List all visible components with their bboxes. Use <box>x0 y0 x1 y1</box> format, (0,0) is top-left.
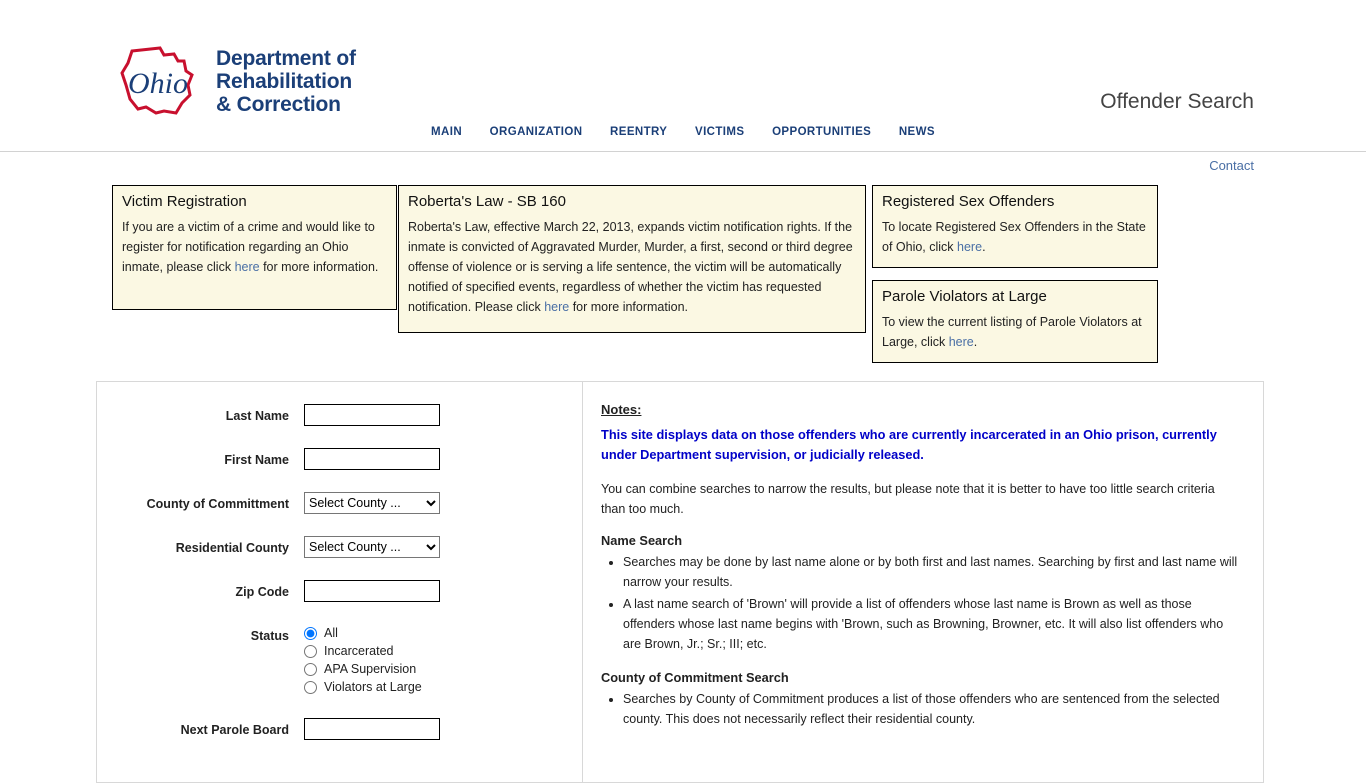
zip-code-label: Zip Code <box>235 585 289 599</box>
form-row-last-name <box>97 404 582 428</box>
status-radio-group <box>304 624 422 698</box>
residential-county-label: Residential County <box>175 541 289 555</box>
first-name-input[interactable] <box>304 448 440 470</box>
notes-title: Notes: <box>601 402 642 417</box>
form-row-first-name <box>97 448 582 472</box>
notice-roberta-text-before: Roberta's Law, effective March 22, 2013, expands victim notification rights. If the inmate is convicted of Aggravated Murder, Murder, a first, second or third degree offense of violence or is serving a life sentence, the victim will be automatically notified of specified events, regardless of whether the victim has requested notification. Please click <box>408 220 853 314</box>
status-option-incarcerated[interactable] <box>304 644 422 658</box>
form-row-status <box>97 624 582 698</box>
list-item: • Searches may be done by last name alone or by both first and last names. Searching by first and last name will narrow your results. <box>623 552 1241 592</box>
notes-county-search-list <box>601 689 1241 729</box>
status-label-all[interactable]: All <box>324 626 338 640</box>
status-option-violators[interactable] <box>304 680 422 694</box>
nav-item-opportunities[interactable]: OPPORTUNITIES <box>772 126 872 138</box>
nav-item-victims[interactable]: VICTIMS <box>695 126 745 138</box>
agency-name-line3: & Correction <box>216 92 341 116</box>
status-label-incarcerated[interactable]: Incarcerated <box>324 644 394 658</box>
agency-name-line1: Department of <box>216 46 356 70</box>
nav-item-organization[interactable]: ORGANIZATION <box>489 126 583 138</box>
notice-sex-link[interactable]: here <box>957 240 983 254</box>
notice-sex-title: Registered Sex Offenders <box>882 193 1055 210</box>
form-row-zip-code <box>97 580 582 604</box>
county-commitment-label: County of Committment <box>146 497 289 511</box>
notice-victim-text <box>122 217 387 277</box>
notice-victim-text-before: If you are a victim of a crime and would like to register for notification regarding an Ohio inmate, please click <box>122 220 375 274</box>
contact-row <box>0 152 1366 173</box>
last-name-label: Last Name <box>225 409 289 423</box>
list-item: • Searches by County of Commitment produces a list of those offenders who are sentenced from the selected county. This does not necessarily reflect their residential county. <box>623 689 1241 729</box>
notes-name-search-heading: Name Search <box>601 533 683 548</box>
status-radio-incarcerated[interactable] <box>304 645 317 658</box>
agency-logo[interactable] <box>112 45 356 117</box>
status-label-apa[interactable]: APA Supervision <box>324 662 417 676</box>
site-header <box>0 0 1366 118</box>
notice-parole-link[interactable]: here <box>948 335 974 349</box>
notice-parole-violators <box>872 280 1158 363</box>
notice-parole-title: Parole Violators at Large <box>882 288 1047 305</box>
status-option-apa[interactable] <box>304 662 422 676</box>
next-parole-board-input[interactable] <box>304 718 440 740</box>
ohio-outline-icon <box>112 45 204 117</box>
county-commitment-select[interactable] <box>304 492 440 514</box>
notice-roberta-text <box>408 217 856 317</box>
nav-item-main[interactable]: MAIN <box>431 126 463 138</box>
agency-name <box>216 47 356 116</box>
status-radio-all[interactable] <box>304 627 317 640</box>
notice-sex-text-after: . <box>982 240 986 254</box>
notice-registered-sex-offenders <box>872 185 1158 268</box>
nav-item-news[interactable]: NEWS <box>898 126 935 138</box>
notes-highlight: This site displays data on those offenders who are currently incarcerated in an Ohio prison, currently under Department supervision, or judicially released. <box>601 427 1217 462</box>
notice-robertas-law <box>398 185 866 333</box>
first-name-label: First Name <box>224 453 289 467</box>
notice-parole-text-before: To view the current listing of Parole Violators at Large, click <box>882 315 1142 349</box>
form-row-county-commitment <box>97 492 582 516</box>
status-radio-apa[interactable] <box>304 663 317 676</box>
notice-roberta-link[interactable]: here <box>544 300 570 314</box>
notes-intro: You can combine searches to narrow the results, but please note that it is better to have too little search criteria than too much. <box>601 482 1215 516</box>
next-parole-board-label: Next Parole Board <box>180 723 289 737</box>
notice-victim-registration <box>112 185 397 310</box>
notice-roberta-title: Roberta's Law - SB 160 <box>408 193 566 210</box>
notice-victim-text-after: for more information. <box>259 260 379 274</box>
form-row-next-parole-board <box>97 718 582 742</box>
agency-name-line2: Rehabilitation <box>216 69 353 93</box>
last-name-input[interactable] <box>304 404 440 426</box>
nav-item-reentry[interactable]: REENTRY <box>610 126 668 138</box>
status-radio-violators[interactable] <box>304 681 317 694</box>
list-item: • A last name search of 'Brown' will provide a list of offenders whose last name is Brown as well as those offenders whose last name begins with 'Brown, such as Browning, Browner, etc. It will also list offenders who are Brown, Jr.; Sr.; III; etc. <box>623 594 1241 654</box>
notes-county-search-heading: County of Commitment Search <box>601 670 789 685</box>
status-label-violators[interactable]: Violators at Large <box>324 680 422 694</box>
svg-text:Ohio: Ohio <box>128 67 188 100</box>
notice-sex-text <box>882 217 1148 257</box>
form-row-residential-county <box>97 536 582 560</box>
notes-name-search-list <box>601 552 1241 654</box>
notice-sex-text-before: To locate Registered Sex Offenders in the State of Ohio, click <box>882 220 1146 254</box>
contact-link[interactable]: Contact <box>1209 158 1254 173</box>
search-form <box>97 382 583 782</box>
page-title: Offender Search <box>1100 90 1254 113</box>
status-label: Status <box>250 629 289 643</box>
zip-code-input[interactable] <box>304 580 440 602</box>
notes-section <box>583 382 1263 782</box>
main-navigation <box>0 118 1366 152</box>
notice-boxes <box>0 185 1366 365</box>
notice-parole-text-after: . <box>973 335 978 349</box>
notice-parole-text <box>882 312 1148 352</box>
notice-victim-link[interactable]: here <box>234 260 260 274</box>
residential-county-select[interactable] <box>304 536 440 558</box>
status-option-all[interactable] <box>304 626 422 640</box>
notice-victim-title: Victim Registration <box>122 193 247 210</box>
notice-roberta-text-after: for more information. <box>569 300 689 314</box>
search-panel <box>96 381 1264 783</box>
